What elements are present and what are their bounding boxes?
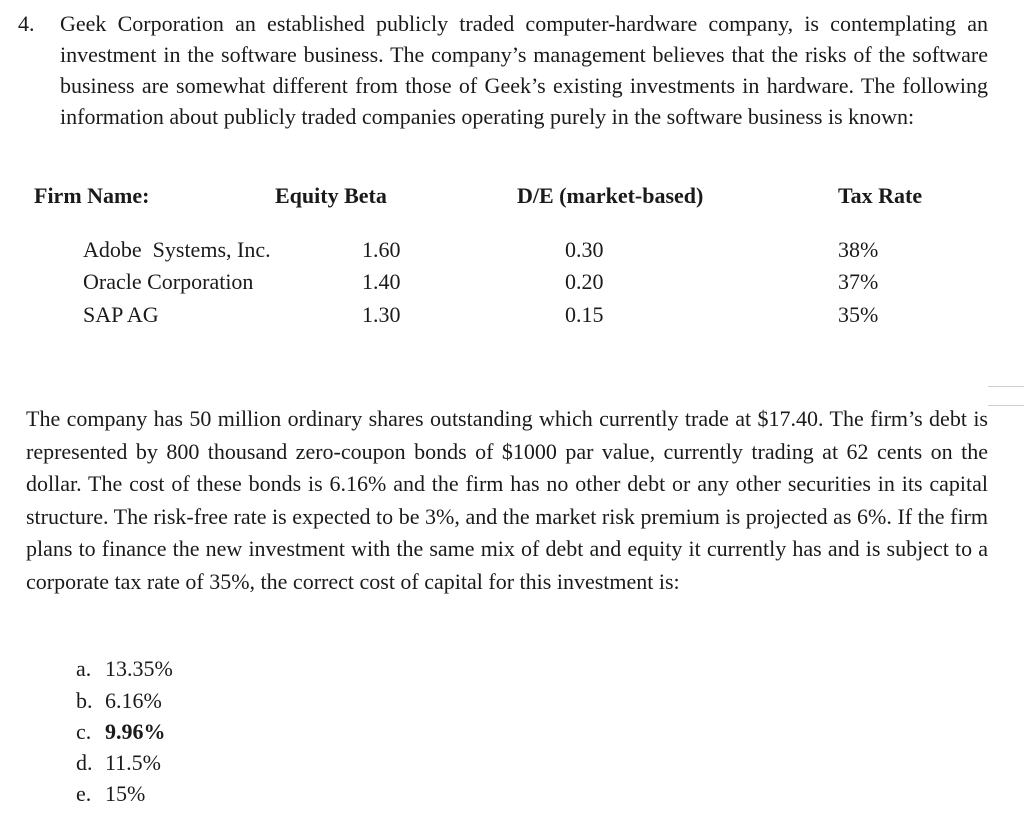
header-firm-name: Firm Name: <box>34 183 150 208</box>
header-tax-rate: Tax Rate <box>838 183 923 208</box>
cell-de-ratio: 0.20 <box>565 269 604 294</box>
cell-firm-name: SAP AG <box>83 302 159 327</box>
cell-de-ratio: 0.30 <box>565 237 604 262</box>
option-letter: e. <box>76 781 92 806</box>
cell-equity-beta: 1.60 <box>362 237 401 262</box>
cell-equity-beta: 1.30 <box>362 302 401 327</box>
cell-de-ratio: 0.15 <box>565 302 604 327</box>
option-letter: a. <box>76 656 92 681</box>
cell-tax-rate: 37% <box>838 269 879 294</box>
option-e <box>76 779 145 809</box>
option-a <box>76 654 173 684</box>
option-d <box>76 748 161 778</box>
question-intro: Geek Corporation an established publicly traded computer-hardware company, is contemplating an investment in the software business. The company’s management believes that the risks of the software business are somewhat different from those of Geek’s existing investments in hardware. The following information about publicly traded companies operating purely in the software business is known: <box>60 11 988 129</box>
option-value: 9.96% <box>105 719 166 744</box>
question-number: 4. <box>18 11 35 36</box>
option-value: 6.16% <box>105 688 162 713</box>
header-equity-beta: Equity Beta <box>275 183 387 208</box>
option-c <box>76 717 166 747</box>
option-letter: b. <box>76 688 93 713</box>
header-de-ratio: D/E (market-based) <box>517 183 704 208</box>
option-value: 11.5% <box>105 750 162 775</box>
option-letter: c. <box>76 719 92 744</box>
question-body: The company has 50 million ordinary shares outstanding which currently trade at $17.40. The firm’s debt is represented by 800 thousand zero-coupon bonds of $1000 par value, currently trading at 62 cents on the dollar. The cost of these bonds is 6.16% and the firm has no other debt or any other securities in its capital structure. The risk-free rate is expected to be 3%, and the market risk premium is projected as 6%. If the firm plans to finance the new investment with the same mix of debt and equity it currently has and is subject to a corporate tax rate of 35%, the correct cost of capital for this investment is: <box>26 406 988 594</box>
option-letter: d. <box>76 750 93 775</box>
option-value: 15% <box>105 781 146 806</box>
cell-firm-name: Oracle Corporation <box>83 269 254 294</box>
divider <box>988 386 1024 406</box>
cell-tax-rate: 35% <box>838 302 879 327</box>
option-value: 13.35% <box>105 656 173 681</box>
cell-equity-beta: 1.40 <box>362 269 401 294</box>
option-b <box>76 686 162 716</box>
cell-tax-rate: 38% <box>838 237 879 262</box>
cell-firm-name: Adobe Systems, Inc. <box>83 237 271 262</box>
